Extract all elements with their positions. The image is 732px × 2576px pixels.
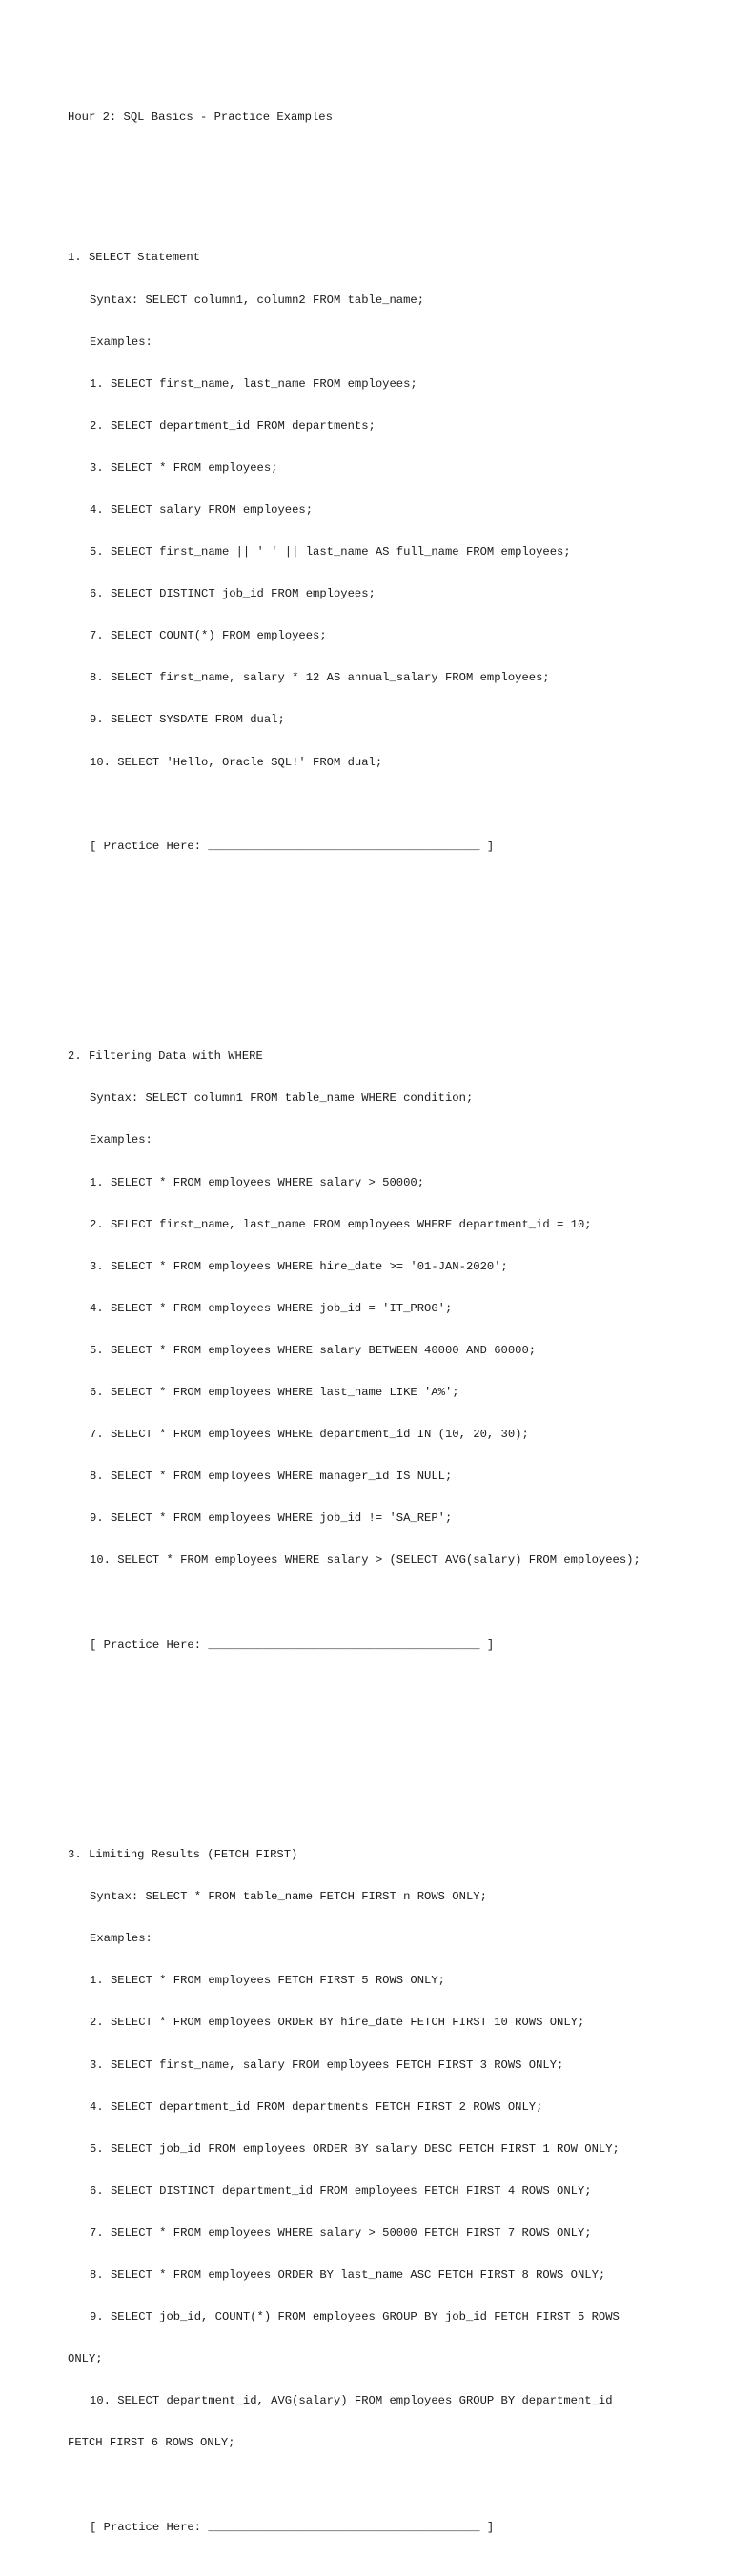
practice-field[interactable]: [ Practice Here: _______________________________________ ] bbox=[90, 1637, 495, 1652]
syntax-line: Syntax: SELECT column1 FROM table_name WHERE condition; bbox=[90, 1091, 474, 1105]
example-line: 8. SELECT * FROM employees WHERE manager_id IS NULL; bbox=[90, 1470, 453, 1484]
example-line: 1. SELECT first_name, last_name FROM employees; bbox=[90, 376, 417, 391]
example-line: 2. SELECT * FROM employees ORDER BY hire_date FETCH FIRST 10 ROWS ONLY; bbox=[90, 2016, 585, 2030]
example-line: 7. SELECT * FROM employees WHERE department_id IN (10, 20, 30); bbox=[90, 1428, 529, 1442]
section-heading: 1. SELECT Statement bbox=[68, 251, 200, 265]
example-line: 9. SELECT job_id, COUNT(*) FROM employees GROUP BY job_id FETCH FIRST 5 ROWS bbox=[90, 2310, 620, 2324]
example-line: 3. SELECT * FROM employees; bbox=[90, 460, 278, 475]
section-where bbox=[68, 1022, 668, 1680]
example-line: 1. SELECT * FROM employees FETCH FIRST 5 ROWS ONLY; bbox=[90, 1974, 445, 1988]
example-line: 10. SELECT 'Hello, Oracle SQL!' FROM dual; bbox=[90, 755, 383, 769]
document-page bbox=[68, 83, 668, 2576]
examples-label: Examples: bbox=[90, 335, 152, 349]
example-line: 3. SELECT first_name, salary FROM employees FETCH FIRST 3 ROWS ONLY; bbox=[90, 2058, 564, 2072]
example-line-continued: ONLY; bbox=[68, 2352, 103, 2366]
example-line: 3. SELECT * FROM employees WHERE hire_date >= '01-JAN-2020'; bbox=[90, 1259, 508, 1273]
example-line: 7. SELECT * FROM employees WHERE salary > 50000 FETCH FIRST 7 ROWS ONLY; bbox=[90, 2225, 592, 2240]
practice-field[interactable]: [ Practice Here: _______________________________________ ] bbox=[90, 839, 495, 853]
section-fetch-first bbox=[68, 1820, 668, 2563]
example-line: 2. SELECT department_id FROM departments; bbox=[90, 418, 376, 433]
example-line: 5. SELECT * FROM employees WHERE salary BETWEEN 40000 AND 60000; bbox=[90, 1343, 537, 1357]
example-line: 8. SELECT * FROM employees ORDER BY last_name ASC FETCH FIRST 8 ROWS ONLY; bbox=[90, 2267, 606, 2282]
examples-label: Examples: bbox=[90, 1133, 152, 1147]
example-line-continued: FETCH FIRST 6 ROWS ONLY; bbox=[68, 2436, 235, 2450]
syntax-line: Syntax: SELECT column1, column2 FROM table_name; bbox=[90, 293, 425, 307]
example-line: 4. SELECT department_id FROM departments FETCH FIRST 2 ROWS ONLY; bbox=[90, 2099, 543, 2114]
example-line: 6. SELECT DISTINCT job_id FROM employees; bbox=[90, 587, 376, 601]
section-select bbox=[68, 223, 668, 882]
example-line: 6. SELECT * FROM employees WHERE last_name LIKE 'A%'; bbox=[90, 1385, 459, 1399]
example-line: 9. SELECT * FROM employees WHERE job_id != 'SA_REP'; bbox=[90, 1511, 453, 1526]
example-line: 7. SELECT COUNT(*) FROM employees; bbox=[90, 629, 327, 643]
examples-label: Examples: bbox=[90, 1932, 152, 1946]
example-line: 10. SELECT * FROM employees WHERE salary > (SELECT AVG(salary) FROM employees); bbox=[90, 1553, 640, 1568]
example-line: 10. SELECT department_id, AVG(salary) FROM employees GROUP BY department_id bbox=[90, 2394, 613, 2408]
example-line: 4. SELECT * FROM employees WHERE job_id = 'IT_PROG'; bbox=[90, 1301, 453, 1315]
section-heading: 2. Filtering Data with WHERE bbox=[68, 1049, 263, 1064]
practice-field[interactable]: [ Practice Here: _______________________________________ ] bbox=[90, 2520, 495, 2534]
section-heading: 3. Limiting Results (FETCH FIRST) bbox=[68, 1848, 298, 1862]
example-line: 9. SELECT SYSDATE FROM dual; bbox=[90, 713, 285, 727]
syntax-line: Syntax: SELECT * FROM table_name FETCH FIRST n ROWS ONLY; bbox=[90, 1890, 487, 1904]
example-line: 5. SELECT job_id FROM employees ORDER BY salary DESC FETCH FIRST 1 ROW ONLY; bbox=[90, 2141, 620, 2156]
example-line: 1. SELECT * FROM employees WHERE salary > 50000; bbox=[90, 1175, 425, 1189]
page-title: Hour 2: SQL Basics - Practice Examples bbox=[68, 111, 333, 125]
example-line: 5. SELECT first_name || ' ' || last_name AS full_name FROM employees; bbox=[90, 545, 571, 559]
example-line: 6. SELECT DISTINCT department_id FROM employees FETCH FIRST 4 ROWS ONLY; bbox=[90, 2183, 592, 2198]
example-line: 8. SELECT first_name, salary * 12 AS annual_salary FROM employees; bbox=[90, 671, 550, 685]
example-line: 2. SELECT first_name, last_name FROM employees WHERE department_id = 10; bbox=[90, 1217, 592, 1231]
example-line: 4. SELECT salary FROM employees; bbox=[90, 502, 314, 517]
